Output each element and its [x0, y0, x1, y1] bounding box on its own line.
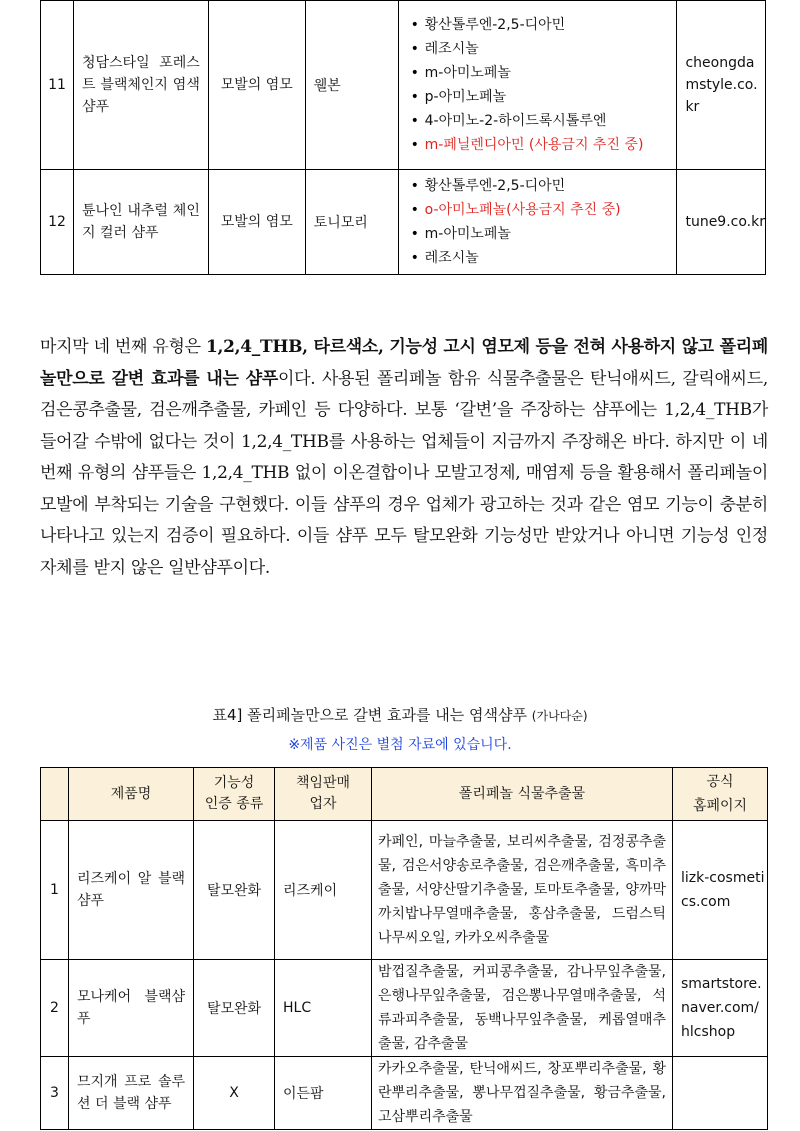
list-item: • m-아미노페놀: [425, 61, 677, 85]
row-number: 11: [41, 1, 74, 170]
certification-type: 모발의 염모: [208, 170, 305, 275]
homepage-url: lizk-cosmetics.com: [673, 821, 768, 960]
paragraph-text: 마지막 네 번째 유형은: [40, 337, 206, 357]
ingredient-list: 카카오추출물, 탄닉애씨드, 창포뿌리추출물, 황란뿌리추출물, 뽕나무껍질추출물, 황금추출물, 고삼뿌리추출물: [372, 1057, 673, 1130]
list-item: • 황산톨루엔-2,5-디아민: [425, 13, 677, 37]
paragraph-text: 이다. 사용된 폴리페놀 함유 식물추출물은 탄닉애씨드, 갈릭애씨드, 검은콩추출물, 검은깨추출물, 카페인 등 다양하다. 보통 ‘갈변’을 주장하는 샴푸에는 1,2,4_THB가 들어갈 수밖에 없다는 것이 1,2,4_THB를 사용하는 업체들이 지금까지 주장해온 바다. 하지만 이 네 번째 유형의 샴푸들은 1,2,4_THB 없이 이온결합이나 모발고정제, 매염제 등을 활용해서 폴리페놀이 모발에 부착되는 기술을 구현했다. 이들 샴푸의 경우 업체가 광고하는 것과 같은 염모 기능이 충분히 나타나고 있는지 검증이 필요하다. 이들 샴푸 모두 탈모완화 기능성만 받았거나 아니면 기능성 인정 자체를 받지 않은 일반샴푸이다.: [40, 368, 769, 578]
row-number: 12: [41, 170, 74, 275]
caption-sort-note: (가나다순): [531, 709, 588, 723]
certification-type: 탈모완화: [194, 960, 275, 1057]
row-number: 2: [41, 960, 69, 1057]
list-item-banned: • o-아미노페놀(사용금지 추진 중): [425, 198, 677, 222]
product-name: 모나케어 블랙샴푸: [69, 960, 194, 1057]
homepage-url: [673, 1057, 768, 1130]
ingredient-list: [398, 1, 677, 170]
body-paragraph: [40, 332, 768, 584]
product-table-continued: [40, 0, 766, 275]
company-name: 이든팜: [275, 1057, 372, 1130]
paragraph-bold-text: 1,2,4_THB, 타르색소, 기능성 고시 염모제 등을 전혀 사용하지 않고 폴리페놀만으로 갈변 효과를 내는 샴푸: [40, 337, 768, 389]
company-name: HLC: [275, 960, 372, 1057]
list-item: • 황산톨루엔-2,5-디아민: [425, 174, 677, 198]
header-product-name: 제품명: [69, 768, 194, 821]
ingredient-list: 카페인, 마늘추출물, 보리씨추출물, 검정콩추출물, 검은서양송로추출물, 검은깨추출물, 흑미추출물, 서양산딸기추출물, 토마토추출물, 양까막까치밥나무열매추출물, 홍삼추출물, 드럼스틱나무씨오일, 카카오씨추출물: [372, 821, 673, 960]
header-certification: 기능성 인증 종류: [194, 768, 275, 821]
polyphenol-shampoo-table: [40, 767, 768, 1130]
table-row: [41, 1057, 768, 1130]
ingredient-list: [398, 170, 677, 275]
product-name: 리즈케이 알 블랙 샴푸: [69, 821, 194, 960]
table-caption: [0, 704, 800, 725]
row-number: 3: [41, 1057, 69, 1130]
caption-title: 표4] 폴리페놀만으로 갈변 효과를 내는 염색샴푸: [212, 706, 528, 724]
row-number: 1: [41, 821, 69, 960]
table-row: [41, 821, 768, 960]
ingredient-list: 밤껍질추출물, 커피콩추출물, 감나무잎추출물, 은행나무잎추출물, 검은뽕나무열매추출물, 석류과피추출물, 동백나무잎추출물, 케롭열매추출물, 감추출물: [372, 960, 673, 1057]
header-number: [41, 768, 69, 821]
table-row: [41, 1, 766, 170]
homepage-url: cheongdamstyle.co.kr: [677, 1, 766, 170]
list-item: • 레조시놀: [425, 37, 677, 61]
homepage-url: tune9.co.kr: [677, 170, 766, 275]
company-name: 토니모리: [305, 170, 398, 275]
list-item: • 4-아미노-2-하이드록시톨루엔: [425, 109, 677, 133]
certification-type: X: [194, 1057, 275, 1130]
certification-type: 모발의 염모: [208, 1, 305, 170]
list-item: • 레조시놀: [425, 246, 677, 270]
company-name: 웰본: [305, 1, 398, 170]
product-name: 튠나인 내추럴 체인지 컬러 샴푸: [73, 170, 208, 275]
table-row: [41, 170, 766, 275]
table-row: [41, 960, 768, 1057]
company-name: 리즈케이: [275, 821, 372, 960]
product-name: 므지개 프로 솔루션 더 블랙 샴푸: [69, 1057, 194, 1130]
list-item: • m-아미노페놀: [425, 222, 677, 246]
certification-type: 탈모완화: [194, 821, 275, 960]
list-item: • p-아미노페놀: [425, 85, 677, 109]
photo-note: ※제품 사진은 별첨 자료에 있습니다.: [288, 737, 512, 753]
list-item-banned: • m-페닐렌디아민 (사용금지 추진 중): [425, 133, 677, 157]
header-company: 책임판매 업자: [275, 768, 372, 821]
header-ingredients: 폴리페놀 식물추출물: [372, 768, 673, 821]
homepage-url: smartstore.naver.com/hlcshop: [673, 960, 768, 1057]
table-header-row: [41, 768, 768, 821]
header-homepage: 공식 홈페이지: [673, 768, 768, 821]
product-name: 청담스타일 포레스트 블랙체인지 염색 샴푸: [73, 1, 208, 170]
